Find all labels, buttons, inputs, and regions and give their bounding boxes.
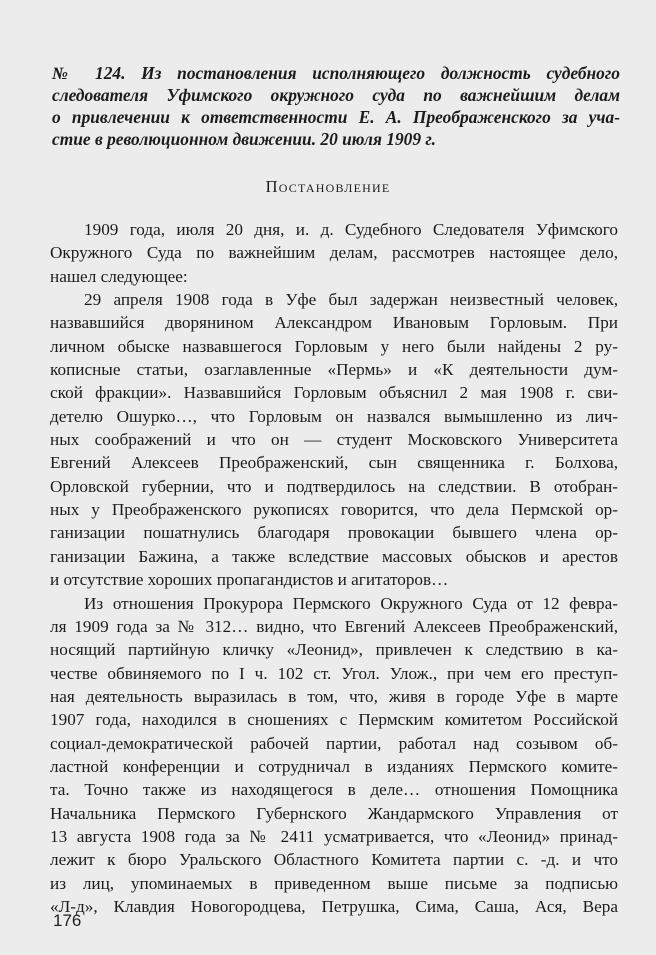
body-line: ная деятельность выразилась в том, что, живя в городе Уфе в марте	[50, 686, 618, 706]
body-line: 13 августа 1908 года за № 2411 усматривается, что «Леонид» принад-	[50, 826, 618, 846]
page-number: 176	[53, 911, 82, 930]
body-line: 29 апреля 1908 года в Уфе был задержан неизвестный человек,	[84, 290, 618, 310]
body-line: личном обыске назвавшегося Горловым у него были найдены 2 ру-	[50, 336, 618, 356]
body-line: кописные статьи, озаглавленные «Пермь» и «К деятельности дум-	[50, 360, 618, 380]
body-line: Евгений Алексеев Преображенский, сын священника г. Болхова,	[50, 453, 618, 473]
heading-line: следователя Уфимского окружного суда по важнейшим делам	[52, 85, 620, 105]
document-heading	[52, 62, 620, 150]
body-line: ля 1909 года за № 312… видно, что Евгений Алексеев Преображенский,	[50, 616, 618, 636]
body-line: та. Точно также из находящегося в деле… отношения Помощника	[50, 780, 618, 800]
body-line: честве обвиняемого по I ч. 102 ст. Угол. Улож., при чем его преступ-	[50, 663, 618, 683]
body-line: Начальника Пермского Губернского Жандармского Управления от	[50, 803, 618, 823]
document-body	[50, 218, 618, 918]
body-line: и отсутствие хороших пропагандистов и агитаторов…	[50, 570, 449, 590]
body-line: социал-демократической рабочей партии, работал над созывом об-	[50, 733, 618, 753]
body-line: 1909 года, июля 20 дня, и. д. Судебного Следователя Уфимского	[84, 220, 618, 239]
body-line: ганизации пошатнулись благодаря провокации бывшего члена ор-	[50, 523, 618, 543]
body-line: ластной конференции и сотрудничал в изданиях Пермского комите-	[50, 756, 618, 776]
body-line: лежит к бюро Уральского Областного Комитета партии с. -д. и что	[50, 850, 618, 870]
body-line: носящий партийную кличку «Леонид», привлечен к следствию в ка-	[50, 640, 618, 660]
body-line: ской фракции». Назвавшийся Горловым объяснил 2 мая 1908 г. сви-	[50, 383, 618, 403]
heading-line: № 124. Из постановления исполняющего должность судебного	[52, 63, 620, 83]
heading-line: о привлечении к ответственности Е. А. Преображенского за уча-	[52, 107, 620, 127]
body-line: Окружного Суда по важнейшим делам, рассмотрев настоящее дело,	[50, 243, 618, 263]
heading-line: стие в революционном движении. 20 июля 1909 г.	[52, 129, 436, 149]
body-line: из лиц, упоминаемых в приведенном выше письме за подписью	[50, 873, 618, 893]
body-line: ганизации Бажина, а также вследствие массовых обысков и арестов	[50, 546, 618, 566]
body-line: 1907 года, находился в сношениях с Пермским комитетом Российской	[50, 710, 618, 730]
body-line: Из отношения Прокурора Пермского Окружного Суда от 12 февра-	[84, 593, 618, 613]
body-line: детелю Ошурко…, что Горловым он назвался вымышленно из лич-	[50, 406, 618, 426]
body-line: нашел следующее:	[50, 266, 188, 286]
body-line: ных у Преображенского рукописях говорится, что дела Пермской ор-	[50, 500, 618, 520]
body-line: «Л-д», Клавдия Новогородцева, Петрушка, Сима, Саша, Ася, Вера	[50, 896, 618, 916]
section-title: Постановление	[265, 177, 391, 196]
body-line: ных соображений и что он — студент Московского Университета	[50, 430, 618, 450]
body-line: Орловской губернии, что и подтвердилось на следствии. В отобран-	[50, 476, 618, 496]
body-line: назвавшийся дворянином Александром Ивановым Горловым. При	[50, 313, 618, 333]
